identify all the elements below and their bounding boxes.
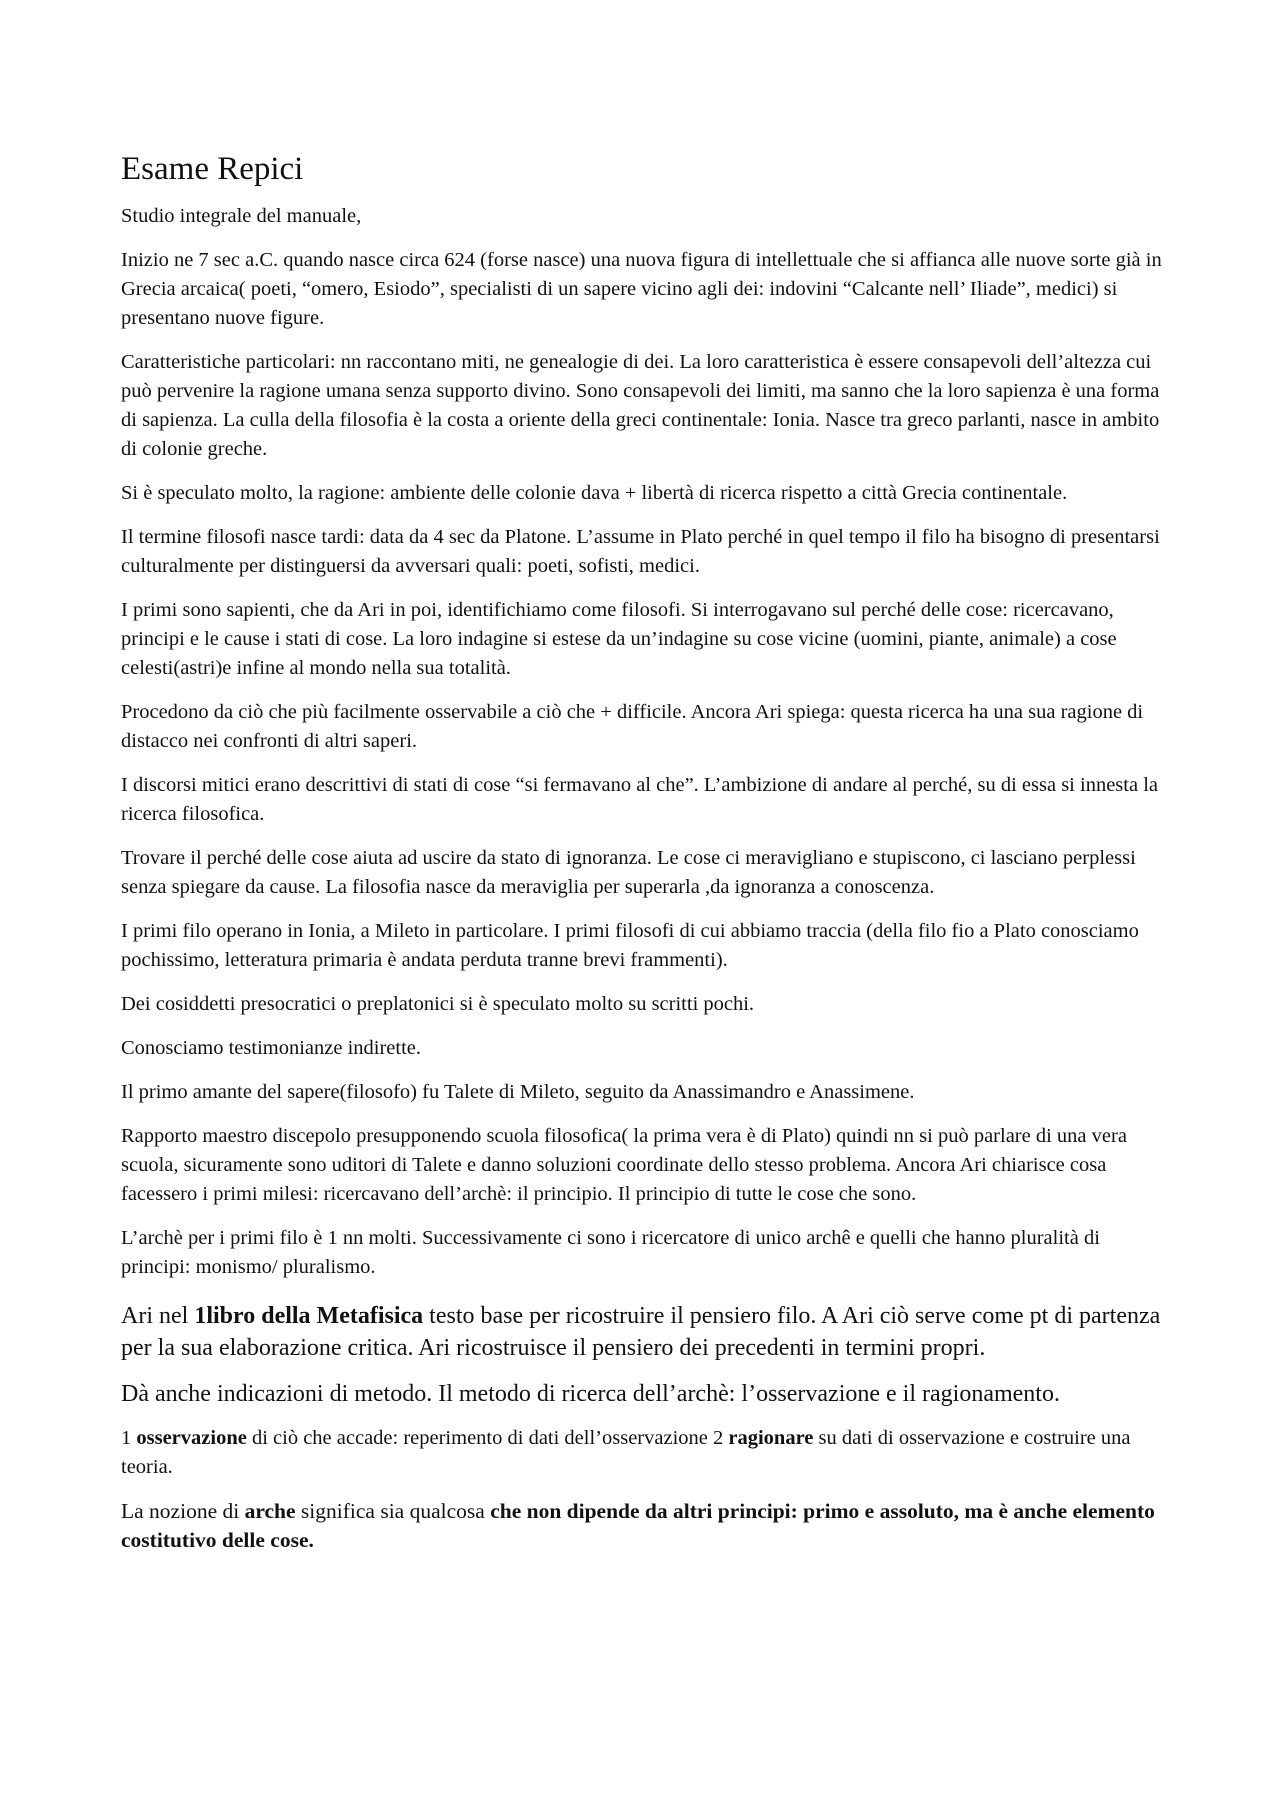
paragraph: Il primo amante del sapere(filosofo) fu Talete di Mileto, seguito da Anassimandro e Anassimene. (121, 1080, 915, 1103)
paragraph: Dei cosiddetti presocratici o preplatonici si è speculato molto su scritti pochi. (121, 992, 755, 1015)
paragraph-osservazione (121, 1424, 1166, 1482)
paragraph: Conosciamo testimonianze indirette. (121, 1036, 422, 1059)
paragraph: Procedono da ciò che più facilmente osservabile a ciò che + difficile. Ancora Ari spiega: questa ricerca ha una sua ragione di distacco nei confronti di altri saperi. (121, 700, 1144, 752)
document-title: Esame Repici (121, 151, 304, 187)
bold-run: arche (244, 1498, 296, 1523)
text-run: Ari nel (121, 1302, 195, 1329)
paragraph-nozione (121, 1497, 1166, 1555)
text-run: La nozione di (121, 1498, 245, 1523)
document-page (121, 150, 1166, 1570)
text-run: di ciò che accade: reperimento di dati dell’osservazione 2 (246, 1426, 729, 1449)
bold-run: ragionare (728, 1426, 814, 1449)
bold-run: che non dipende da altri principi: primo e assoluto, ma è anche elemento costitutivo delle cose. (121, 1498, 1155, 1552)
text-run: 1 (121, 1426, 137, 1449)
paragraph: I primi sono sapienti, che da Ari in poi, identifichiamo come filosofi. Si interrogavano sul perché delle cose: ricercavano, principi e le cause i stati di cose. La loro indagine si estese da un’indagine su cose vicine (uomini, piante, animale) a cose celesti(astri)e infine al mondo nella sua totalità. (121, 598, 1117, 679)
paragraph: L’archè per i primi filo è 1 nn molti. Successivamente ci sono i ricercatore di unico archê e quelli che hanno pluralità di principi: monismo/ pluralismo. (121, 1226, 1100, 1278)
paragraph-metafisica (121, 1300, 1166, 1364)
bold-run: 1libro della Metafisica (194, 1302, 424, 1329)
paragraph: Rapporto maestro discepolo presupponendo scuola filosofica( la prima vera è di Plato) quindi nn si può parlare di una vera scuola, sicuramente sono uditori di Talete e danno soluzioni coordinate dello stesso problema. Ancora Ari chiarisce cosa facessero i primi milesi: ricercavano dell’archè: il principio. Il principio di tutte le cose che sono. (121, 1124, 1127, 1205)
text-run: testo base per ricostruire il pensiero filo. A Ari ciò serve come pt di partenza per la sua elaborazione critica. Ari ricostruisce il pensiero dei precedenti in termini propri. (121, 1302, 1161, 1361)
paragraph: Trovare il perché delle cose aiuta ad uscire da stato di ignoranza. Le cose ci meravigliano e stupiscono, ci lasciano perplessi senza spiegare da cause. La filosofia nasce da meraviglia per superarla ,da ignoranza a conoscenza. (121, 846, 1136, 898)
paragraph: Studio integrale del manuale, (121, 204, 362, 227)
bold-run: osservazione (136, 1426, 247, 1449)
paragraph: Il termine filosofi nasce tardi: data da 4 sec da Platone. L’assume in Plato perché in quel tempo il filo ha bisogno di presentarsi culturalmente per distinguersi da avversari quali: poeti, sofisti, medici. (121, 525, 1160, 577)
paragraph-metodo: Dà anche indicazioni di metodo. Il metodo di ricerca dell’archè: l’osservazione e il ragionamento. (121, 1380, 1060, 1407)
paragraph: I primi filo operano in Ionia, a Mileto in particolare. I primi filosofi di cui abbiamo traccia (della filo fio a Plato conosciamo pochissimo, letteratura primaria è andata perduta tranne brevi frammenti). (121, 919, 1139, 971)
text-run: su dati di osservazione e costruire una teoria. (121, 1426, 1131, 1478)
paragraph: Inizio ne 7 sec a.C. quando nasce circa 624 (forse nasce) una nuova figura di intellettuale che si affianca alle nuove sorte già in Grecia arcaica( poeti, “omero, Esiodo”, specialisti di un sapere vicino agli dei: indovini “Calcante nell’ Iliade”, medici) si presentano nuove figure. (121, 248, 1162, 329)
paragraph: Caratteristiche particolari: nn raccontano miti, ne genealogie di dei. La loro caratteristica è essere consapevoli dell’altezza cui può pervenire la ragione umana senza supporto divino. Sono consapevoli dei limiti, ma sanno che la loro sapienza è una forma di sapienza. La culla della filosofia è la costa a oriente della greci continentale: Ionia. Nasce tra greco parlanti, nasce in ambito di colonie greche. (121, 350, 1160, 460)
paragraph: Si è speculato molto, la ragione: ambiente delle colonie dava + libertà di ricerca rispetto a città Grecia continentale. (121, 481, 1068, 504)
paragraph: I discorsi mitici erano descrittivi di stati di cose “si fermavano al che”. L’ambizione di andare al perché, su di essa si innesta la ricerca filosofica. (121, 773, 1158, 825)
text-run: significa sia qualcosa (295, 1498, 491, 1523)
